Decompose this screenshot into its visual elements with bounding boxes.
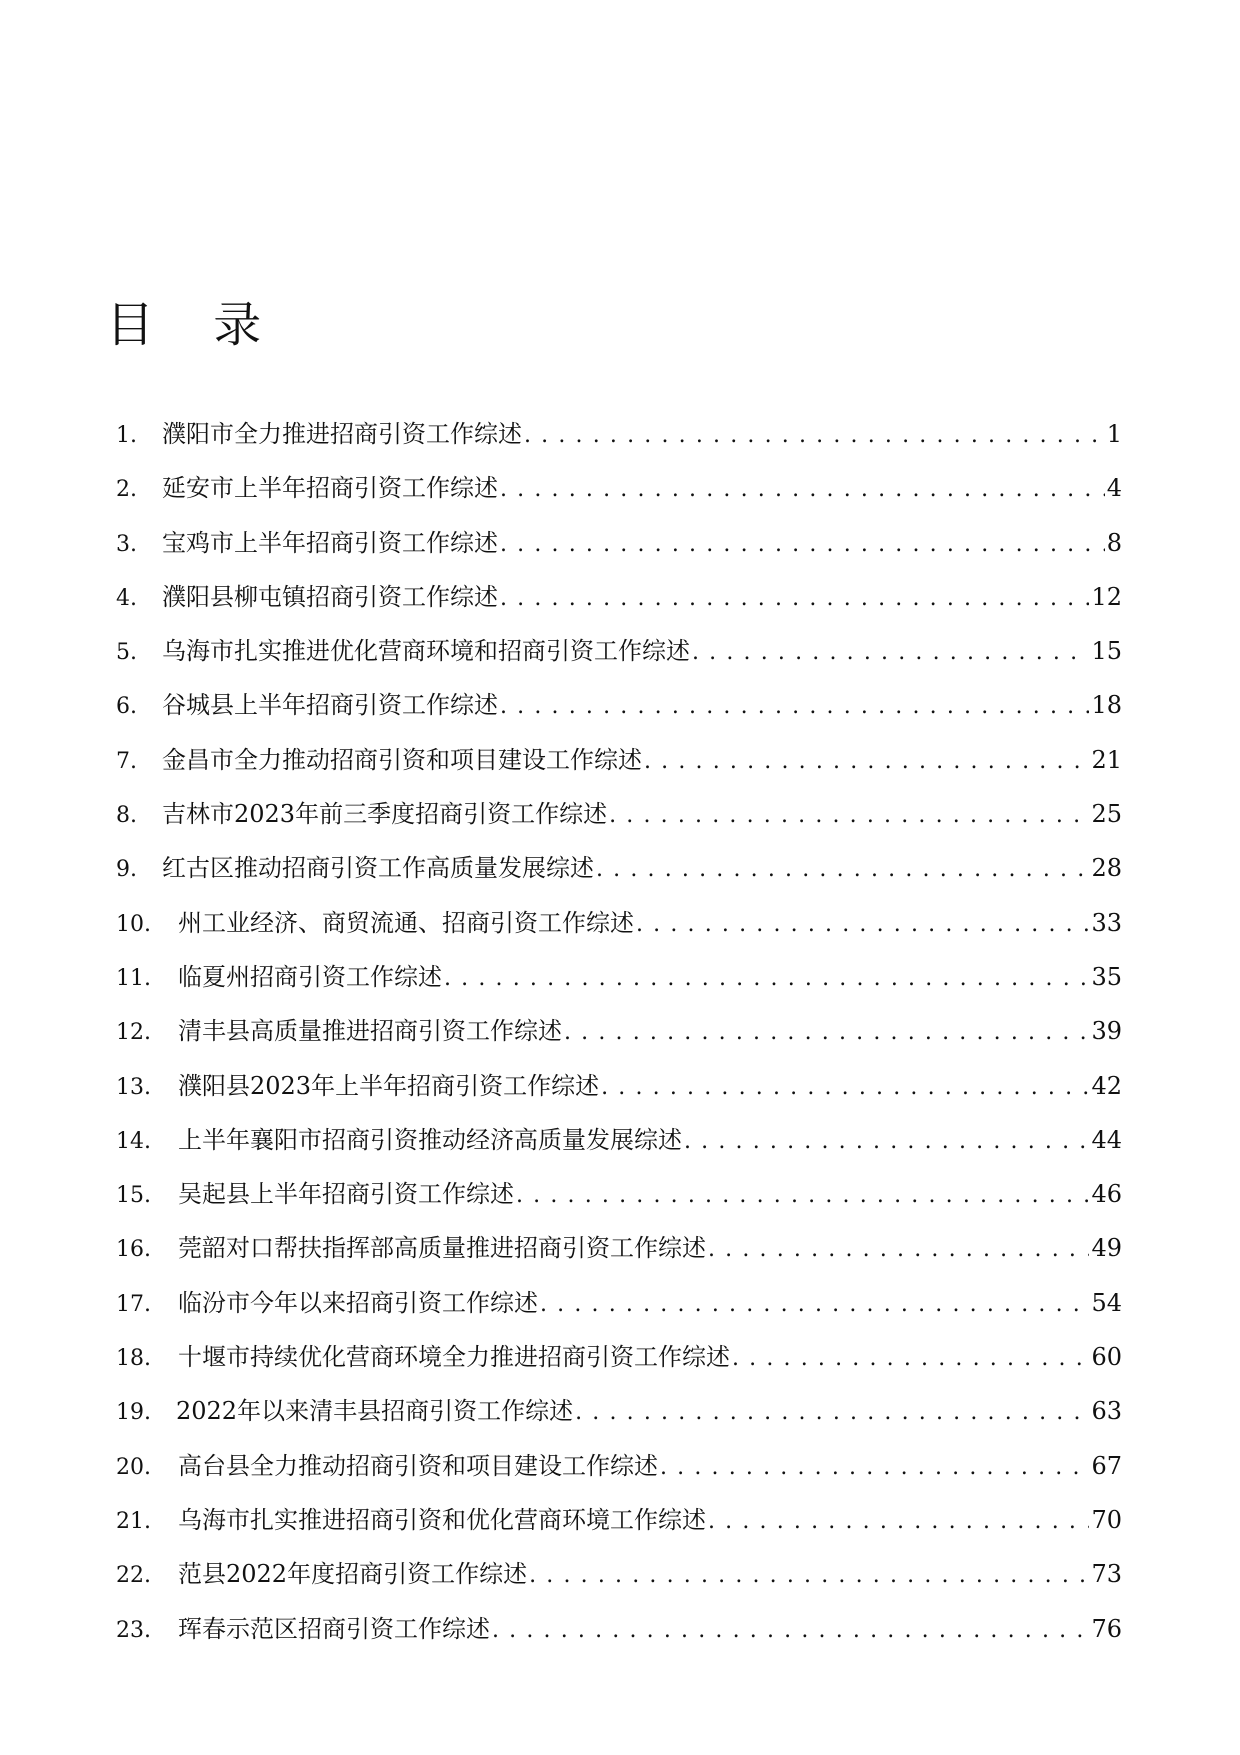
toc-entry-number: 15. <box>116 1183 151 1209</box>
toc-entry-number: 7. <box>116 748 137 774</box>
toc-entry-number: 3. <box>116 531 137 557</box>
toc-entry-title: 十堰市持续优化营商环境全力推进招商引资工作综述 <box>178 1343 730 1372</box>
toc-entry-title: 乌海市扎实推进优化营商环境和招商引资工作综述 <box>162 637 690 666</box>
toc-entry-page-number: 44 <box>1091 1125 1122 1154</box>
toc-entry-page-number: 28 <box>1091 854 1122 883</box>
toc-entry[interactable] <box>116 1337 1122 1391</box>
toc-entry-number: 6. <box>116 694 137 720</box>
toc-entry-title: 清丰县高质量推进招商引资工作综述 <box>178 1017 562 1046</box>
toc-entry-page-number: 25 <box>1091 800 1122 829</box>
toc-entry-number: 1. <box>116 423 137 448</box>
toc-entry-page-number: 73 <box>1091 1560 1122 1589</box>
toc-entry-title: 濮阳市全力推进招商引资工作综述 <box>162 420 522 448</box>
toc-entry-number: 18. <box>116 1346 151 1372</box>
toc-dot-leader <box>573 1393 1089 1433</box>
toc-entry-page-number: 76 <box>1091 1614 1122 1643</box>
toc-entry[interactable] <box>116 957 1122 1011</box>
toc-entry-title: 濮阳县2023年上半年招商引资工作综述 <box>178 1071 600 1100</box>
toc-dot-leader <box>706 1230 1089 1270</box>
toc-entry[interactable] <box>116 794 1122 848</box>
toc-entry-title: 谷城县上半年招商引资工作综述 <box>162 691 498 720</box>
toc-dot-leader <box>562 1013 1089 1053</box>
toc-entry-title: 金昌市全力推动招商引资和项目建设工作综述 <box>162 745 642 774</box>
toc-entry-title: 州工业经济、商贸流通、招商引资工作综述 <box>178 908 634 937</box>
toc-entry[interactable] <box>116 740 1122 794</box>
toc-entry[interactable] <box>116 468 1122 522</box>
toc-entry-page-number: 70 <box>1091 1505 1122 1534</box>
toc-entry[interactable] <box>116 1500 1122 1554</box>
toc-dot-leader <box>490 1611 1089 1651</box>
toc-entry[interactable] <box>116 414 1122 468</box>
toc-dot-leader <box>682 1122 1089 1162</box>
toc-entry-page-number: 8 <box>1106 528 1122 557</box>
toc-entry[interactable] <box>116 848 1122 902</box>
toc-entry-page-number: 33 <box>1091 908 1122 937</box>
toc-entry[interactable] <box>116 1228 1122 1282</box>
toc-dot-leader <box>730 1339 1089 1379</box>
toc-entry-title: 临夏州招商引资工作综述 <box>178 962 442 991</box>
toc-entry-number: 9. <box>116 857 137 883</box>
toc-entry-page-number: 63 <box>1091 1397 1122 1426</box>
toc-dot-leader <box>522 416 1105 456</box>
toc-entry-page-number: 12 <box>1091 582 1122 611</box>
toc-entry-number: 21. <box>116 1508 151 1534</box>
toc-entry-title: 珲春示范区招商引资工作综述 <box>178 1614 490 1643</box>
toc-entry-page-number: 39 <box>1091 1017 1122 1046</box>
toc-entry[interactable] <box>116 1554 1122 1608</box>
toc-dot-leader <box>538 1285 1089 1325</box>
toc-dot-leader <box>599 1068 1089 1108</box>
toc-entry-number: 13. <box>116 1074 151 1100</box>
toc-entry-page-number: 67 <box>1091 1451 1122 1480</box>
toc-dot-leader <box>498 687 1089 727</box>
toc-entry[interactable] <box>116 903 1122 957</box>
toc-dot-leader <box>514 1176 1089 1216</box>
toc-entry[interactable] <box>116 1391 1122 1445</box>
toc-entry[interactable] <box>116 1066 1122 1120</box>
toc-entry-title: 莞韶对口帮扶指挥部高质量推进招商引资工作综述 <box>178 1234 706 1263</box>
toc-entry[interactable] <box>116 631 1122 685</box>
toc-dot-leader <box>442 959 1089 999</box>
toc-entry-page-number: 4 <box>1106 474 1122 503</box>
toc-entry-number: 12. <box>116 1020 151 1046</box>
toc-entry[interactable] <box>116 1609 1122 1663</box>
toc-entry-number: 11. <box>116 965 151 991</box>
toc-entry-page-number: 60 <box>1091 1343 1122 1372</box>
toc-entry-page-number: 54 <box>1091 1288 1122 1317</box>
toc-title: 目 录 <box>106 297 284 353</box>
toc-entry-number: 14. <box>116 1128 151 1154</box>
toc-entry-title: 红古区推动招商引资工作高质量发展综述 <box>162 854 594 883</box>
toc-entry-page-number: 46 <box>1091 1180 1122 1209</box>
toc-entry-number: 17. <box>116 1291 151 1317</box>
toc-entry-page-number: 35 <box>1091 962 1122 991</box>
toc-entry[interactable] <box>116 1446 1122 1500</box>
toc-dot-leader <box>498 525 1105 565</box>
toc-entry-number: 8. <box>116 803 137 829</box>
toc-entry-title: 濮阳县柳屯镇招商引资工作综述 <box>162 582 498 611</box>
toc-dot-leader <box>498 470 1105 510</box>
toc-dot-leader <box>527 1556 1089 1596</box>
toc-entry[interactable] <box>116 1174 1122 1228</box>
toc-entry[interactable] <box>116 1283 1122 1337</box>
toc-entry[interactable] <box>116 1120 1122 1174</box>
toc-entry-number: 2. <box>116 477 137 503</box>
toc-dot-leader <box>642 742 1089 782</box>
toc-entry-title: 延安市上半年招商引资工作综述 <box>162 474 498 503</box>
toc-list <box>116 414 1122 1663</box>
toc-entry-number: 22. <box>116 1563 151 1589</box>
toc-entry-number: 4. <box>116 585 137 611</box>
toc-entry-page-number: 1 <box>1106 420 1122 448</box>
toc-entry-page-number: 18 <box>1091 691 1122 720</box>
toc-entry-title: 2022年以来清丰县招商引资工作综述 <box>176 1397 574 1426</box>
toc-dot-leader <box>594 850 1089 890</box>
toc-entry[interactable] <box>116 685 1122 739</box>
toc-dot-leader <box>607 796 1089 836</box>
toc-entry-page-number: 15 <box>1091 637 1122 666</box>
toc-entry-page-number: 21 <box>1091 745 1122 774</box>
toc-entry-title: 范县2022年度招商引资工作综述 <box>178 1560 528 1589</box>
toc-entry-title: 宝鸡市上半年招商引资工作综述 <box>162 528 498 557</box>
toc-entry-title: 临汾市今年以来招商引资工作综述 <box>178 1288 538 1317</box>
toc-entry-number: 5. <box>116 640 137 666</box>
toc-entry-number: 19. <box>116 1400 151 1426</box>
toc-entry-title: 吴起县上半年招商引资工作综述 <box>178 1180 514 1209</box>
toc-entry[interactable] <box>116 1011 1122 1065</box>
toc-entry-page-number: 42 <box>1091 1071 1122 1100</box>
toc-entry-number: 20. <box>116 1454 151 1480</box>
toc-dot-leader <box>706 1502 1089 1542</box>
toc-entry-title: 高台县全力推动招商引资和项目建设工作综述 <box>178 1451 658 1480</box>
toc-dot-leader <box>498 579 1089 619</box>
toc-entry-page-number: 49 <box>1091 1234 1122 1263</box>
toc-dot-leader <box>690 633 1089 673</box>
toc-entry-number: 10. <box>116 911 151 937</box>
toc-dot-leader <box>634 905 1089 945</box>
toc-entry[interactable] <box>116 523 1122 577</box>
toc-entry-title: 乌海市扎实推进招商引资和优化营商环境工作综述 <box>178 1505 706 1534</box>
toc-dot-leader <box>658 1448 1089 1488</box>
toc-entry-title: 吉林市2023年前三季度招商引资工作综述 <box>162 800 608 829</box>
toc-entry-number: 23. <box>116 1617 151 1643</box>
toc-entry-number: 16. <box>116 1237 151 1263</box>
toc-entry[interactable] <box>116 577 1122 631</box>
toc-entry-title: 上半年襄阳市招商引资推动经济高质量发展综述 <box>178 1125 682 1154</box>
